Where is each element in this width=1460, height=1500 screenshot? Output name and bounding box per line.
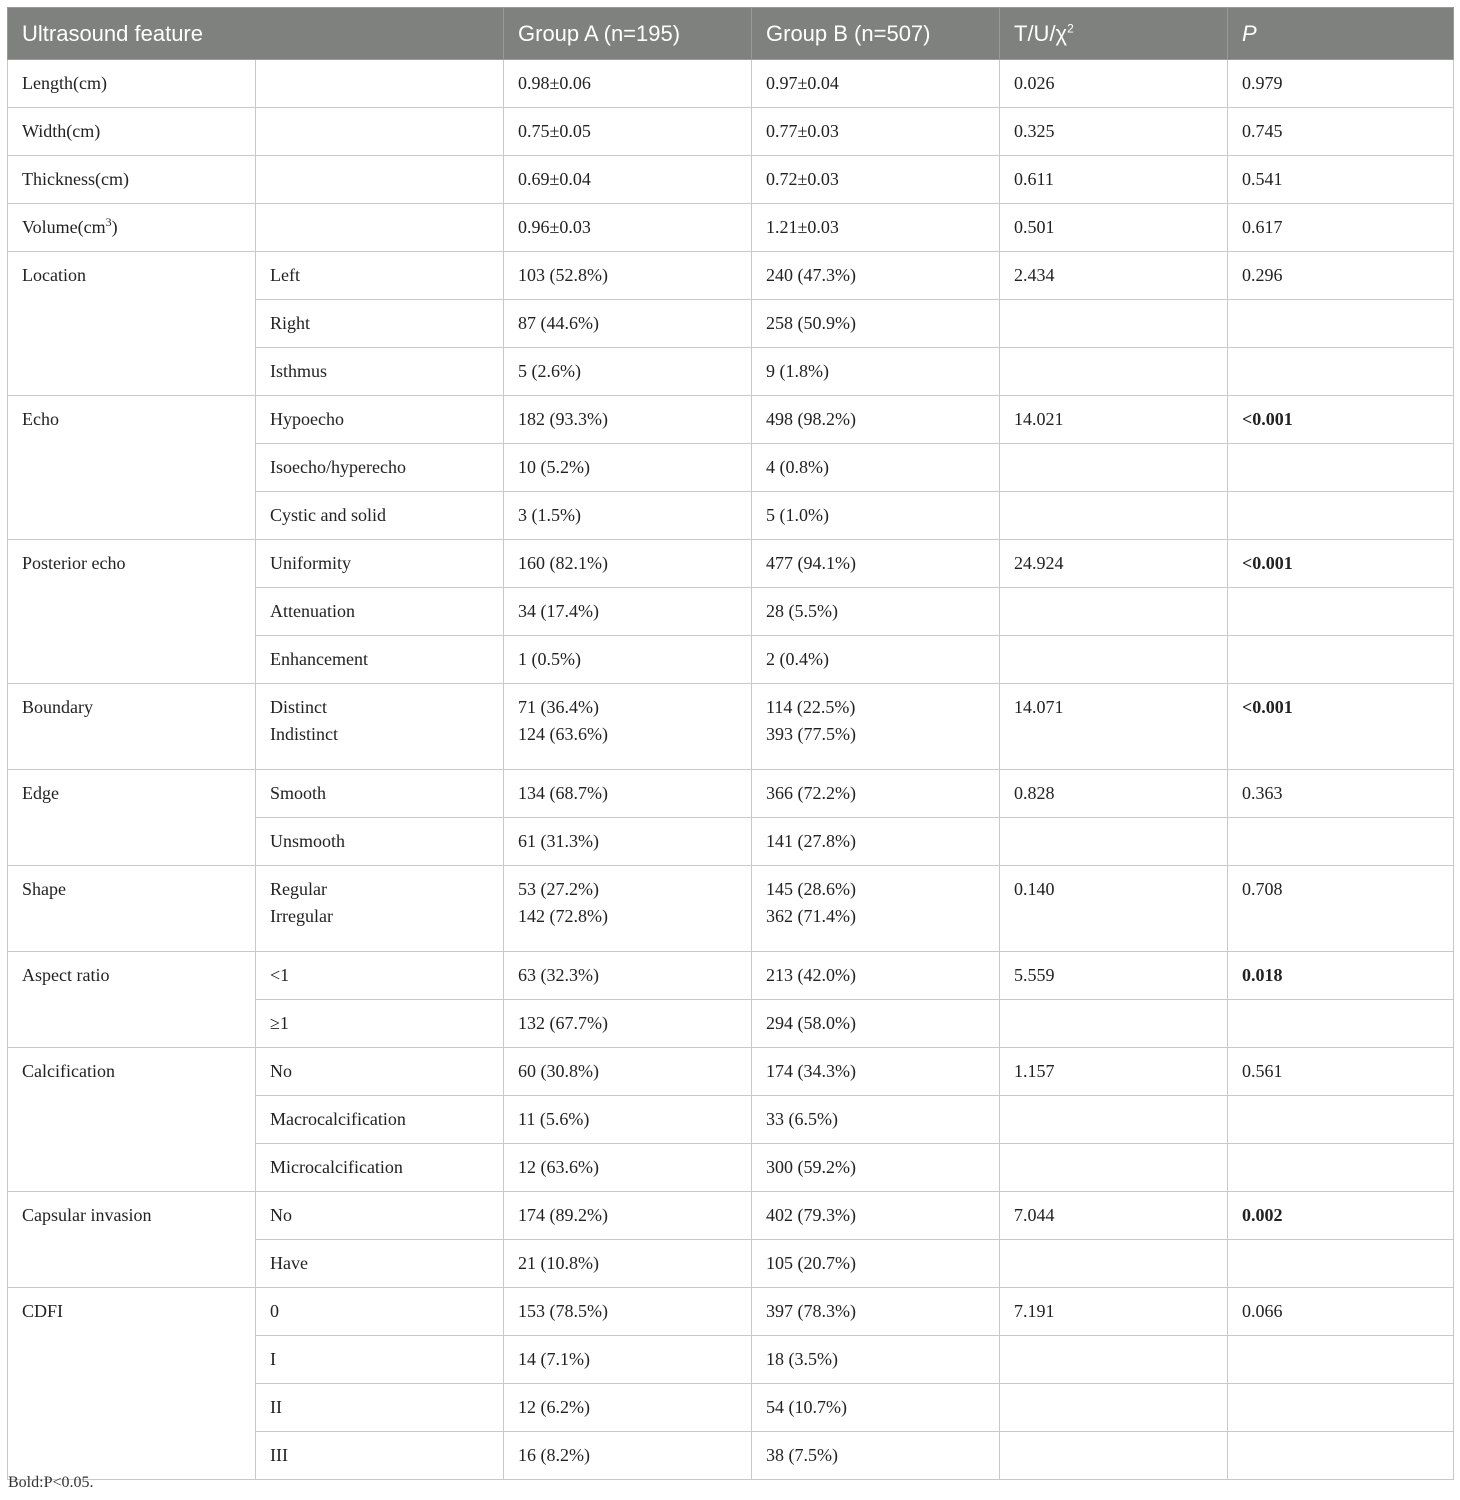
header-row	[8, 8, 1454, 60]
table-row	[8, 866, 1454, 952]
table-row	[8, 1288, 1454, 1336]
header-statistic	[1000, 8, 1228, 60]
group-a-value: 160 (82.1%)	[504, 540, 752, 588]
statistic-value	[1000, 1384, 1228, 1432]
ultrasound-feature-table	[7, 7, 1454, 1480]
p-value	[1228, 1240, 1454, 1288]
table-row	[8, 770, 1454, 818]
group-b-line: 393 (77.5%)	[766, 724, 856, 744]
sub-label: Unsmooth	[256, 818, 504, 866]
group-a-value: 0.98±0.06	[504, 60, 752, 108]
group-a-value: 63 (32.3%)	[504, 952, 752, 1000]
statistic-value	[1000, 1432, 1228, 1480]
p-value	[1228, 300, 1454, 348]
feature-label: CDFI	[8, 1288, 256, 1480]
volume-label-sup: 3	[105, 215, 112, 229]
group-a-value	[504, 684, 752, 770]
statistic-value: 5.559	[1000, 952, 1228, 1000]
feature-label	[8, 204, 256, 252]
group-a-value: 182 (93.3%)	[504, 396, 752, 444]
feature-label: Thickness(cm)	[8, 156, 256, 204]
sub-label-line: Regular	[270, 879, 327, 899]
group-b-value: 0.97±0.04	[752, 60, 1000, 108]
group-a-value: 0.96±0.03	[504, 204, 752, 252]
sub-label	[256, 866, 504, 952]
group-a-value: 0.69±0.04	[504, 156, 752, 204]
statistic-value: 0.611	[1000, 156, 1228, 204]
p-value: <0.001	[1228, 396, 1454, 444]
group-a-value: 12 (6.2%)	[504, 1384, 752, 1432]
group-b-line: 114 (22.5%)	[766, 697, 856, 717]
group-b-value: 4 (0.8%)	[752, 444, 1000, 492]
sub-label-line: Indistinct	[270, 724, 338, 744]
statistic-value: 0.026	[1000, 60, 1228, 108]
group-b-value: 366 (72.2%)	[752, 770, 1000, 818]
p-value: 0.363	[1228, 770, 1454, 818]
p-value	[1228, 348, 1454, 396]
table-row	[8, 1192, 1454, 1240]
group-a-value: 103 (52.8%)	[504, 252, 752, 300]
header-feature: Ultrasound feature	[8, 8, 504, 60]
sub-label: Left	[256, 252, 504, 300]
sub-label: Isoecho/hyperecho	[256, 444, 504, 492]
sub-label: I	[256, 1336, 504, 1384]
statistic-value: 1.157	[1000, 1048, 1228, 1096]
p-value: 0.708	[1228, 866, 1454, 952]
group-b-value: 141 (27.8%)	[752, 818, 1000, 866]
group-a-value: 174 (89.2%)	[504, 1192, 752, 1240]
feature-label: Edge	[8, 770, 256, 866]
group-b-value: 2 (0.4%)	[752, 636, 1000, 684]
header-p: P	[1228, 8, 1454, 60]
sub-label: No	[256, 1192, 504, 1240]
sub-label: II	[256, 1384, 504, 1432]
feature-label: Echo	[8, 396, 256, 540]
sub-label: Enhancement	[256, 636, 504, 684]
statistic-value: 14.021	[1000, 396, 1228, 444]
statistic-value: 14.071	[1000, 684, 1228, 770]
group-b-value: 300 (59.2%)	[752, 1144, 1000, 1192]
group-b-value: 294 (58.0%)	[752, 1000, 1000, 1048]
feature-label: Posterior echo	[8, 540, 256, 684]
group-a-line: 124 (63.6%)	[518, 724, 608, 744]
feature-label: Shape	[8, 866, 256, 952]
statistic-value: 0.140	[1000, 866, 1228, 952]
feature-label: Length(cm)	[8, 60, 256, 108]
p-value: 0.745	[1228, 108, 1454, 156]
p-value	[1228, 492, 1454, 540]
group-b-value: 18 (3.5%)	[752, 1336, 1000, 1384]
statistic-value	[1000, 1000, 1228, 1048]
statistic-value	[1000, 636, 1228, 684]
table-row	[8, 204, 1454, 252]
sub-label: Smooth	[256, 770, 504, 818]
sub-label	[256, 204, 504, 252]
p-value	[1228, 444, 1454, 492]
table-row	[8, 1048, 1454, 1096]
table-row	[8, 952, 1454, 1000]
group-b-value: 33 (6.5%)	[752, 1096, 1000, 1144]
group-b-value: 0.72±0.03	[752, 156, 1000, 204]
statistic-value	[1000, 492, 1228, 540]
sub-label	[256, 108, 504, 156]
group-b-value: 498 (98.2%)	[752, 396, 1000, 444]
group-b-value	[752, 866, 1000, 952]
group-b-value: 54 (10.7%)	[752, 1384, 1000, 1432]
sub-label: Cystic and solid	[256, 492, 504, 540]
p-value: 0.066	[1228, 1288, 1454, 1336]
statistic-value	[1000, 300, 1228, 348]
sub-label: Attenuation	[256, 588, 504, 636]
sub-label: No	[256, 1048, 504, 1096]
statistic-value	[1000, 1336, 1228, 1384]
sub-label: ≥1	[256, 1000, 504, 1048]
table-row	[8, 60, 1454, 108]
p-value: <0.001	[1228, 684, 1454, 770]
p-value	[1228, 1096, 1454, 1144]
sub-label: Isthmus	[256, 348, 504, 396]
p-value: 0.002	[1228, 1192, 1454, 1240]
sub-label: Uniformity	[256, 540, 504, 588]
group-a-value: 132 (67.7%)	[504, 1000, 752, 1048]
table-row	[8, 108, 1454, 156]
table-row	[8, 252, 1454, 300]
group-a-value: 34 (17.4%)	[504, 588, 752, 636]
statistic-value	[1000, 1096, 1228, 1144]
table-row	[8, 396, 1454, 444]
feature-label: Aspect ratio	[8, 952, 256, 1048]
header-group-b: Group B (n=507)	[752, 8, 1000, 60]
table-footnote: Bold:P<0.05.	[8, 1474, 94, 1491]
group-b-value: 402 (79.3%)	[752, 1192, 1000, 1240]
statistic-value: 0.325	[1000, 108, 1228, 156]
sub-label: Macrocalcification	[256, 1096, 504, 1144]
group-a-line: 53 (27.2%)	[518, 879, 599, 899]
feature-label: Boundary	[8, 684, 256, 770]
group-a-line: 71 (36.4%)	[518, 697, 599, 717]
group-b-value: 258 (50.9%)	[752, 300, 1000, 348]
p-value	[1228, 636, 1454, 684]
group-a-value: 10 (5.2%)	[504, 444, 752, 492]
group-a-value: 153 (78.5%)	[504, 1288, 752, 1336]
group-b-line: 362 (71.4%)	[766, 906, 856, 926]
table-row	[8, 684, 1454, 770]
p-value	[1228, 1384, 1454, 1432]
table-row	[8, 156, 1454, 204]
header-statistic-sup: 2	[1067, 21, 1074, 36]
group-b-value: 0.77±0.03	[752, 108, 1000, 156]
group-a-value: 16 (8.2%)	[504, 1432, 752, 1480]
statistic-value	[1000, 1144, 1228, 1192]
group-a-value: 134 (68.7%)	[504, 770, 752, 818]
p-value	[1228, 1000, 1454, 1048]
group-b-value: 5 (1.0%)	[752, 492, 1000, 540]
group-a-value: 5 (2.6%)	[504, 348, 752, 396]
group-b-value: 240 (47.3%)	[752, 252, 1000, 300]
group-b-value: 397 (78.3%)	[752, 1288, 1000, 1336]
group-a-line: 142 (72.8%)	[518, 906, 608, 926]
statistic-value	[1000, 1240, 1228, 1288]
sub-label: Microcalcification	[256, 1144, 504, 1192]
group-b-value: 213 (42.0%)	[752, 952, 1000, 1000]
statistic-value	[1000, 818, 1228, 866]
statistic-value	[1000, 588, 1228, 636]
feature-label: Location	[8, 252, 256, 396]
statistic-value: 2.434	[1000, 252, 1228, 300]
group-b-value: 38 (7.5%)	[752, 1432, 1000, 1480]
group-b-value: 105 (20.7%)	[752, 1240, 1000, 1288]
p-value: 0.018	[1228, 952, 1454, 1000]
sub-label: Right	[256, 300, 504, 348]
sub-label: III	[256, 1432, 504, 1480]
sub-label: Hypoecho	[256, 396, 504, 444]
p-value: 0.561	[1228, 1048, 1454, 1096]
table-container	[7, 7, 1453, 1480]
statistic-value: 24.924	[1000, 540, 1228, 588]
p-value	[1228, 818, 1454, 866]
group-a-value: 60 (30.8%)	[504, 1048, 752, 1096]
group-a-value: 61 (31.3%)	[504, 818, 752, 866]
feature-label: Calcification	[8, 1048, 256, 1192]
p-value: <0.001	[1228, 540, 1454, 588]
p-value	[1228, 588, 1454, 636]
group-a-value: 1 (0.5%)	[504, 636, 752, 684]
feature-label: Capsular invasion	[8, 1192, 256, 1288]
p-value: 0.541	[1228, 156, 1454, 204]
group-a-value: 12 (63.6%)	[504, 1144, 752, 1192]
group-b-line: 145 (28.6%)	[766, 879, 856, 899]
p-value	[1228, 1432, 1454, 1480]
statistic-value	[1000, 444, 1228, 492]
group-b-value: 28 (5.5%)	[752, 588, 1000, 636]
sub-label-line: Irregular	[270, 906, 333, 926]
table-row	[8, 540, 1454, 588]
group-b-value: 477 (94.1%)	[752, 540, 1000, 588]
sub-label	[256, 156, 504, 204]
group-b-value: 174 (34.3%)	[752, 1048, 1000, 1096]
group-a-value: 11 (5.6%)	[504, 1096, 752, 1144]
group-b-value: 9 (1.8%)	[752, 348, 1000, 396]
sub-label	[256, 60, 504, 108]
statistic-value: 0.501	[1000, 204, 1228, 252]
volume-label: Volume(cm	[22, 217, 106, 237]
sub-label: 0	[256, 1288, 504, 1336]
group-a-value: 0.75±0.05	[504, 108, 752, 156]
sub-label	[256, 684, 504, 770]
group-a-value	[504, 866, 752, 952]
group-a-value: 87 (44.6%)	[504, 300, 752, 348]
sub-label: Have	[256, 1240, 504, 1288]
feature-label: Width(cm)	[8, 108, 256, 156]
group-a-value: 3 (1.5%)	[504, 492, 752, 540]
volume-label-close: )	[111, 217, 118, 237]
statistic-value: 7.191	[1000, 1288, 1228, 1336]
statistic-value: 0.828	[1000, 770, 1228, 818]
group-a-value: 21 (10.8%)	[504, 1240, 752, 1288]
p-value: 0.979	[1228, 60, 1454, 108]
p-value: 0.296	[1228, 252, 1454, 300]
statistic-value: 7.044	[1000, 1192, 1228, 1240]
p-value	[1228, 1144, 1454, 1192]
p-value	[1228, 1336, 1454, 1384]
group-b-value: 1.21±0.03	[752, 204, 1000, 252]
statistic-value	[1000, 348, 1228, 396]
group-a-value: 14 (7.1%)	[504, 1336, 752, 1384]
group-b-value	[752, 684, 1000, 770]
p-value: 0.617	[1228, 204, 1454, 252]
header-group-a: Group A (n=195)	[504, 8, 752, 60]
sub-label-line: Distinct	[270, 697, 327, 717]
sub-label: <1	[256, 952, 504, 1000]
header-statistic-text: T/U/χ	[1014, 20, 1068, 46]
